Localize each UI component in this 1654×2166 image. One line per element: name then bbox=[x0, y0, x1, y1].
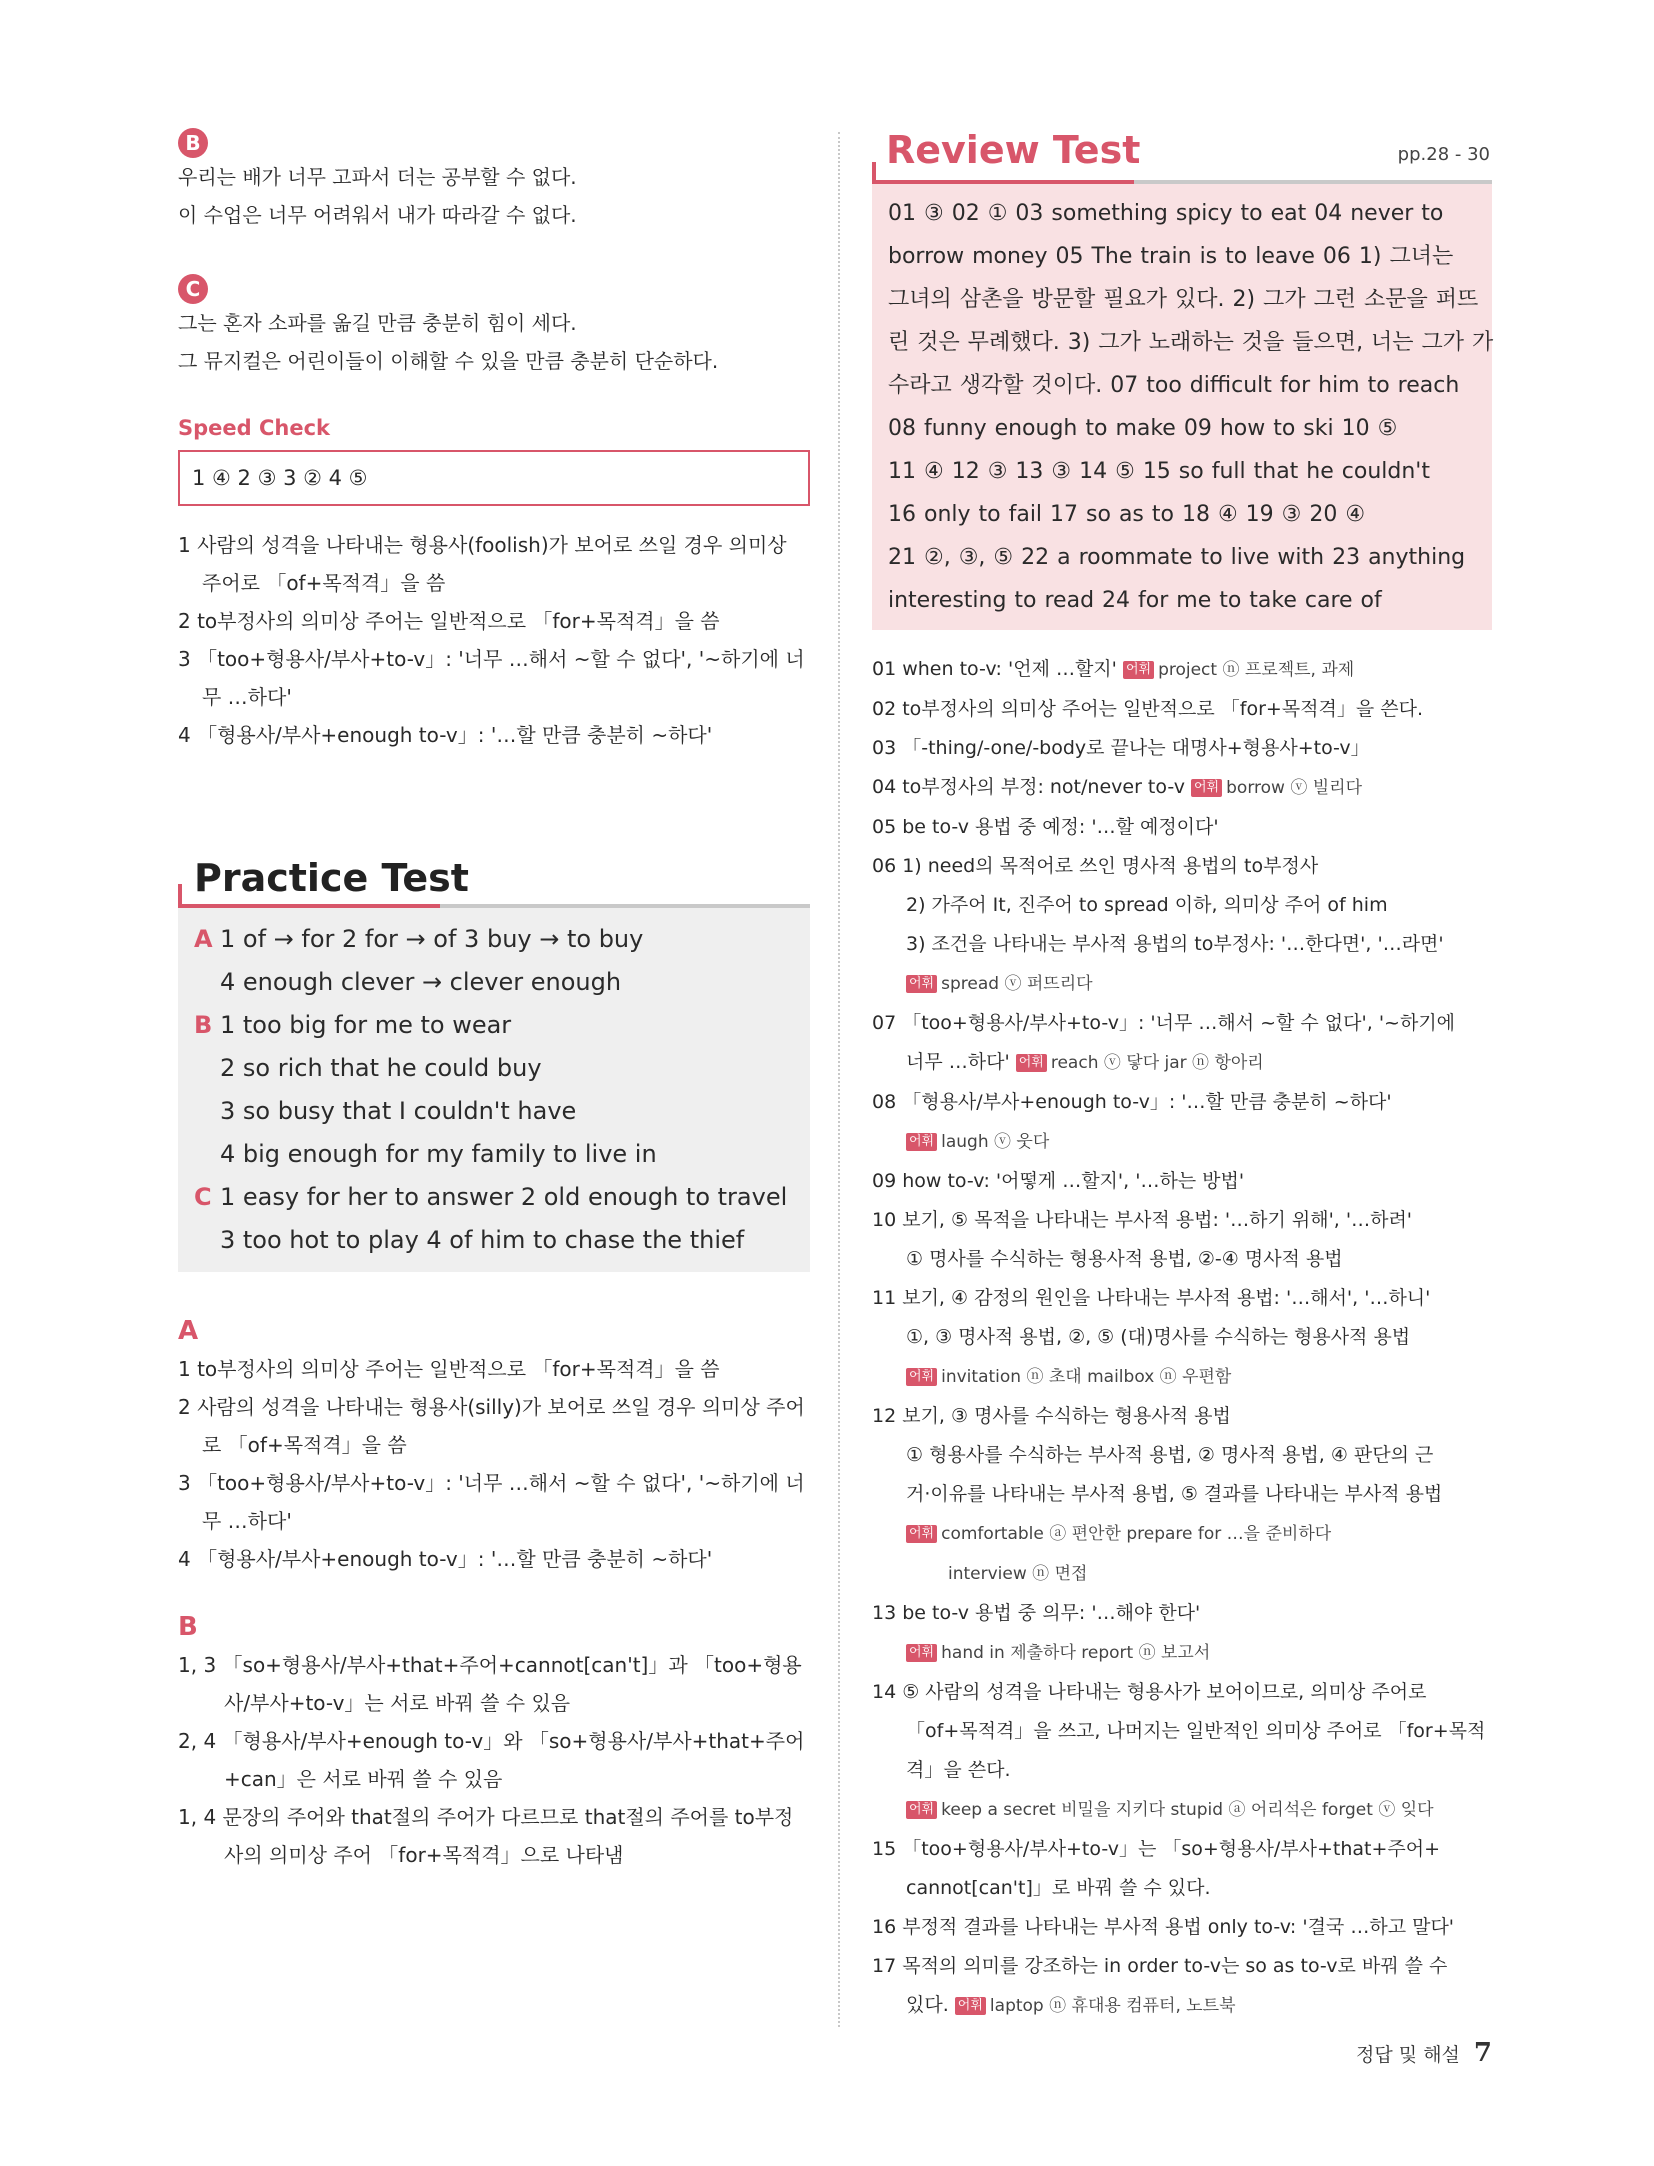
vocab-label: 어휘 bbox=[906, 1801, 937, 1819]
section-b-letter: B bbox=[178, 1612, 198, 1642]
practice-answer-line bbox=[194, 1176, 794, 1219]
practice-answer-line bbox=[194, 1090, 794, 1133]
review-answer-line: 16 only to fail 17 so as to 18 ④ 19 ③ 20 ④ bbox=[888, 502, 1366, 527]
explanation-text: 너무 …하다' bbox=[906, 1051, 1010, 1073]
section-c bbox=[178, 274, 810, 380]
note-item: 1 to부정사의 의미상 주어는 일반적으로 「for+목적격」을 씀 bbox=[178, 1357, 720, 1381]
explanation-line bbox=[872, 1514, 1492, 1554]
explanation-line bbox=[872, 1043, 1492, 1083]
explanation-text: cannot[can't]」로 바꿔 쓸 수 있다. bbox=[906, 1877, 1211, 1899]
review-answer-line: borrow money 05 The train is to leave 06 1) 그녀는 bbox=[888, 244, 1454, 269]
vocab-text: comfortable ⓐ 편안한 prepare for …을 준비하다 bbox=[941, 1524, 1332, 1544]
explanation-line bbox=[872, 1318, 1492, 1357]
page-footer bbox=[1356, 2038, 1492, 2068]
explanation-text: 08 「형용사/부사+enough to-v」: '…할 만큼 충분히 ~하다' bbox=[872, 1091, 1392, 1113]
section-a-letter: A bbox=[178, 1316, 199, 1346]
answer-letter: B bbox=[194, 1011, 213, 1039]
vocab-label: 어휘 bbox=[906, 1644, 937, 1662]
explanation-text: 15 「too+형용사/부사+to-v」는 「so+형용사/부사+that+주어+ bbox=[872, 1838, 1441, 1860]
answer-text: 4 big enough for my family to live in bbox=[220, 1140, 657, 1168]
explanation-text: 「of+목적격」을 쓰고, 나머지는 일반적인 의미상 주어로 「for+목적 bbox=[906, 1720, 1486, 1742]
column-divider bbox=[838, 132, 840, 2027]
review-answer-line: 21 ②, ③, ⑤ 22 a roommate to live with 23 anything bbox=[888, 545, 1466, 570]
answer-text: 1 of → for 2 for → of 3 buy → to buy bbox=[220, 925, 644, 953]
review-test-answers bbox=[872, 184, 1492, 630]
section-c-line: 그는 혼자 소파를 옮길 만큼 충분히 힘이 세다. bbox=[178, 311, 577, 335]
explanation-text: 16 부정적 결과를 나타내는 부사적 용법 only to-v: '결국 …하고 말다' bbox=[872, 1916, 1455, 1938]
note-item: 4 「형용사/부사+enough to-v」: '…할 만큼 충분히 ~하다' bbox=[178, 723, 713, 747]
explanation-line bbox=[872, 768, 1492, 808]
explanation-text: 17 목적의 의미를 강조하는 in order to-v는 so as to-v로 바꿔 쓸 수 bbox=[872, 1955, 1448, 1977]
explanation-text: 3) 조건을 나타내는 부사적 용법의 to부정사: '…한다면', '…라면' bbox=[906, 933, 1444, 955]
explanation-line bbox=[872, 650, 1492, 690]
explanation-line bbox=[872, 925, 1492, 964]
explanation-line bbox=[872, 1240, 1492, 1279]
explanation-line bbox=[872, 1594, 1492, 1633]
explanation-line bbox=[872, 690, 1492, 729]
section-a-notes bbox=[178, 1350, 810, 1578]
explanation-line bbox=[872, 1083, 1492, 1122]
explanation-line bbox=[872, 1633, 1492, 1673]
explanation-line bbox=[872, 964, 1492, 1004]
section-b-notes bbox=[178, 1646, 810, 1874]
explanation-text: ① 명사를 수식하는 형용사적 용법, ②-④ 명사적 용법 bbox=[906, 1248, 1343, 1270]
practice-answer-line bbox=[194, 961, 794, 1004]
review-test-pages: pp.28 - 30 bbox=[1397, 144, 1490, 165]
note-item: 1 사람의 성격을 나타내는 형용사(foolish)가 보어로 쓰일 경우 의미상 주어로 「of+목적격」을 씀 bbox=[178, 533, 787, 595]
explanation-text: 11 보기, ④ 감정의 원인을 나타내는 부사적 용법: '…해서', '…하니' bbox=[872, 1287, 1431, 1309]
answer-text: 3 too hot to play 4 of him to chase the thief bbox=[220, 1226, 745, 1254]
review-test-rule bbox=[872, 180, 1492, 184]
explanation-line bbox=[872, 1986, 1492, 2026]
review-explanations bbox=[872, 650, 1492, 2026]
review-answer-line: interesting to read 24 for me to take care of bbox=[888, 588, 1382, 613]
vocab-label: 어휘 bbox=[1191, 779, 1222, 797]
explanation-text: 04 to부정사의 부정: not/never to-v bbox=[872, 776, 1185, 798]
vocab-label: 어휘 bbox=[906, 1368, 937, 1386]
explanation-text: 10 보기, ⑤ 목적을 나타내는 부사적 용법: '…하기 위해', '…하려' bbox=[872, 1209, 1413, 1231]
explanation-line bbox=[872, 1751, 1492, 1790]
explanation-text: 12 보기, ③ 명사를 수식하는 형용사적 용법 bbox=[872, 1405, 1231, 1427]
vocab-text: invitation ⓝ 초대 mailbox ⓝ 우편함 bbox=[941, 1367, 1232, 1387]
vocab-text: interview ⓝ 면접 bbox=[948, 1564, 1088, 1584]
explanation-line bbox=[872, 886, 1492, 925]
section-b-badge: B bbox=[178, 128, 208, 158]
explanation-line bbox=[872, 1475, 1492, 1514]
answer-letter: C bbox=[194, 1183, 212, 1211]
footer-label: 정답 및 해설 bbox=[1356, 2044, 1460, 2066]
section-b-line: 이 수업은 너무 어려워서 내가 따라갈 수 없다. bbox=[178, 203, 577, 227]
vocab-text: spread ⓥ 퍼뜨리다 bbox=[941, 974, 1093, 994]
explanation-text: 2) 가주어 It, 진주어 to spread 이하, 의미상 주어 of him bbox=[906, 894, 1388, 916]
explanation-line bbox=[872, 1279, 1492, 1318]
explanation-text: 격」을 쓴다. bbox=[906, 1759, 1011, 1781]
explanation-line bbox=[872, 1004, 1492, 1043]
vocab-text: project ⓝ 프로젝트, 과제 bbox=[1158, 660, 1355, 680]
explanation-text: 09 how to-v: '어떻게 …할지', '…하는 방법' bbox=[872, 1170, 1245, 1192]
explanation-text: 03 「-thing/-one/-body로 끝나는 대명사+형용사+to-v」 bbox=[872, 737, 1370, 759]
explanation-text: 13 be to-v 용법 중 의무: '…해야 한다' bbox=[872, 1602, 1201, 1624]
note-item: 2 to부정사의 의미상 주어는 일반적으로 「for+목적격」을 씀 bbox=[178, 609, 720, 633]
speed-check-answers: 1 ④ 2 ③ 3 ② 4 ⑤ bbox=[178, 450, 810, 506]
left-column bbox=[178, 128, 810, 1874]
explanation-line bbox=[872, 1357, 1492, 1397]
practice-answer-line bbox=[194, 918, 794, 961]
vocab-label: 어휘 bbox=[955, 1997, 986, 2015]
section-b-line: 우리는 배가 너무 고파서 더는 공부할 수 없다. bbox=[178, 165, 577, 189]
explanation-line bbox=[872, 1869, 1492, 1908]
explanation-line bbox=[872, 1122, 1492, 1162]
explanation-text: 07 「too+형용사/부사+to-v」: '너무 …해서 ~할 수 없다', '~하기에 bbox=[872, 1012, 1456, 1034]
review-answer-line: 08 funny enough to make 09 how to ski 10 ⑤ bbox=[888, 416, 1398, 441]
practice-test-rule bbox=[178, 904, 810, 908]
speed-check-notes bbox=[178, 526, 810, 754]
explanation-line bbox=[872, 1397, 1492, 1436]
note-item: 3 「too+형용사/부사+to-v」: '너무 …해서 ~할 수 없다', '~하기에 너무 …하다' bbox=[178, 1471, 805, 1533]
explanation-line bbox=[872, 1790, 1492, 1830]
explanation-line bbox=[872, 1201, 1492, 1240]
answer-text: 3 so busy that I couldn't have bbox=[220, 1097, 577, 1125]
practice-answer-line bbox=[194, 1004, 794, 1047]
answer-letter: A bbox=[194, 925, 213, 953]
section-c-badge: C bbox=[178, 274, 208, 304]
answer-text: 4 enough clever → clever enough bbox=[220, 968, 622, 996]
answer-text: 1 easy for her to answer 2 old enough to travel bbox=[220, 1183, 788, 1211]
practice-answer-line bbox=[194, 1133, 794, 1176]
practice-answer-line bbox=[194, 1047, 794, 1090]
explanation-text: 06 1) need의 목적어로 쓰인 명사적 용법의 to부정사 bbox=[872, 855, 1319, 877]
review-answer-line: 린 것은 무례했다. 3) 그가 노래하는 것을 들으면, 너는 그가 가 bbox=[888, 330, 1494, 355]
explanation-line bbox=[872, 1908, 1492, 1947]
vocab-text: laugh ⓥ 웃다 bbox=[941, 1132, 1050, 1152]
explanation-line bbox=[872, 1712, 1492, 1751]
note-item: 2, 4 「형용사/부사+enough to-v」와 「so+형용사/부사+that+주어+can」은 서로 바꿔 쓸 수 있음 bbox=[178, 1729, 805, 1791]
vocab-label: 어휘 bbox=[906, 975, 937, 993]
explanation-line bbox=[872, 1947, 1492, 1986]
review-answer-line: 11 ④ 12 ③ 13 ③ 14 ⑤ 15 so full that he couldn't bbox=[888, 459, 1430, 484]
explanation-text: 있다. bbox=[906, 1994, 949, 2016]
review-answer-line: 수라고 생각할 것이다. 07 too difficult for him to reach bbox=[888, 373, 1460, 398]
review-answer-line: 그녀의 삼촌을 방문할 필요가 있다. 2) 그가 그런 소문을 퍼뜨 bbox=[888, 287, 1479, 312]
explanation-text: 01 when to-v: '언제 …할지' bbox=[872, 658, 1117, 680]
vocab-text: keep a secret 비밀을 지키다 stupid ⓐ 어리석은 forget ⓥ 잊다 bbox=[941, 1800, 1434, 1820]
note-item: 1, 3 「so+형용사/부사+that+주어+cannot[can't]」과 「too+형용사/부사+to-v」는 서로 바꿔 쓸 수 있음 bbox=[178, 1653, 802, 1715]
explanation-line bbox=[872, 729, 1492, 768]
vocab-label: 어휘 bbox=[1123, 661, 1154, 679]
note-item: 3 「too+형용사/부사+to-v」: '너무 …해서 ~할 수 없다', '~하기에 너무 …하다' bbox=[178, 647, 805, 709]
practice-test-answers bbox=[178, 908, 810, 1272]
section-c-line: 그 뮤지컬은 어린이들이 이해할 수 있을 만큼 충분히 단순하다. bbox=[178, 349, 719, 373]
practice-answer-line bbox=[194, 1219, 794, 1262]
vocab-text: reach ⓥ 닿다 jar ⓝ 항아리 bbox=[1050, 1053, 1264, 1073]
explanation-text: ① 형용사를 수식하는 부사적 용법, ② 명사적 용법, ④ 판단의 근 bbox=[906, 1444, 1434, 1466]
note-item: 2 사람의 성격을 나타내는 형용사(silly)가 보어로 쓰일 경우 의미상 주어로 「of+목적격」을 씀 bbox=[178, 1395, 805, 1457]
review-test-header bbox=[872, 128, 1492, 172]
explanation-line bbox=[872, 1436, 1492, 1475]
vocab-label: 어휘 bbox=[906, 1525, 937, 1543]
explanation-line bbox=[872, 1830, 1492, 1869]
explanation-text: ①, ③ 명사적 용법, ②, ⑤ (대)명사를 수식하는 형용사적 용법 bbox=[906, 1326, 1411, 1348]
note-item: 1, 4 문장의 주어와 that절의 주어가 다르므로 that절의 주어를 to부정사의 의미상 주어 「for+목적격」으로 나타냄 bbox=[178, 1805, 794, 1867]
practice-test-title: Practice Test bbox=[194, 856, 469, 900]
explanation-text: 02 to부정사의 의미상 주어는 일반적으로 「for+목적격」을 쓴다. bbox=[872, 698, 1424, 720]
page-number: 7 bbox=[1473, 2038, 1492, 2068]
note-item: 4 「형용사/부사+enough to-v」: '…할 만큼 충분히 ~하다' bbox=[178, 1547, 713, 1571]
review-test-title: Review Test bbox=[886, 128, 1141, 172]
vocab-label: 어휘 bbox=[906, 1133, 937, 1151]
answer-text: 2 so rich that he could buy bbox=[220, 1054, 542, 1082]
vocab-text: laptop ⓝ 휴대용 컴퓨터, 노트북 bbox=[989, 1996, 1236, 2016]
explanation-text: 14 ⑤ 사람의 성격을 나타내는 형용사가 보어이므로, 의미상 주어로 bbox=[872, 1681, 1427, 1703]
review-answer-line: 01 ③ 02 ① 03 something spicy to eat 04 never to bbox=[888, 201, 1444, 226]
section-b bbox=[178, 128, 810, 234]
explanation-line bbox=[872, 1554, 1492, 1594]
explanation-line bbox=[872, 1162, 1492, 1201]
vocab-text: borrow ⓥ 빌리다 bbox=[1226, 778, 1363, 798]
right-column bbox=[872, 128, 1492, 2026]
explanation-text: 05 be to-v 용법 중 예정: '…할 예정이다' bbox=[872, 816, 1219, 838]
speed-check-title: Speed Check bbox=[178, 416, 331, 440]
vocab-label: 어휘 bbox=[1016, 1054, 1047, 1072]
explanation-line bbox=[872, 847, 1492, 886]
explanation-text: 거·이유를 나타내는 부사적 용법, ⑤ 결과를 나타내는 부사적 용법 bbox=[906, 1483, 1443, 1505]
explanation-line bbox=[872, 1673, 1492, 1712]
explanation-line bbox=[872, 808, 1492, 847]
answer-text: 1 too big for me to wear bbox=[220, 1011, 512, 1039]
vocab-text: hand in 제출하다 report ⓝ 보고서 bbox=[941, 1643, 1211, 1663]
